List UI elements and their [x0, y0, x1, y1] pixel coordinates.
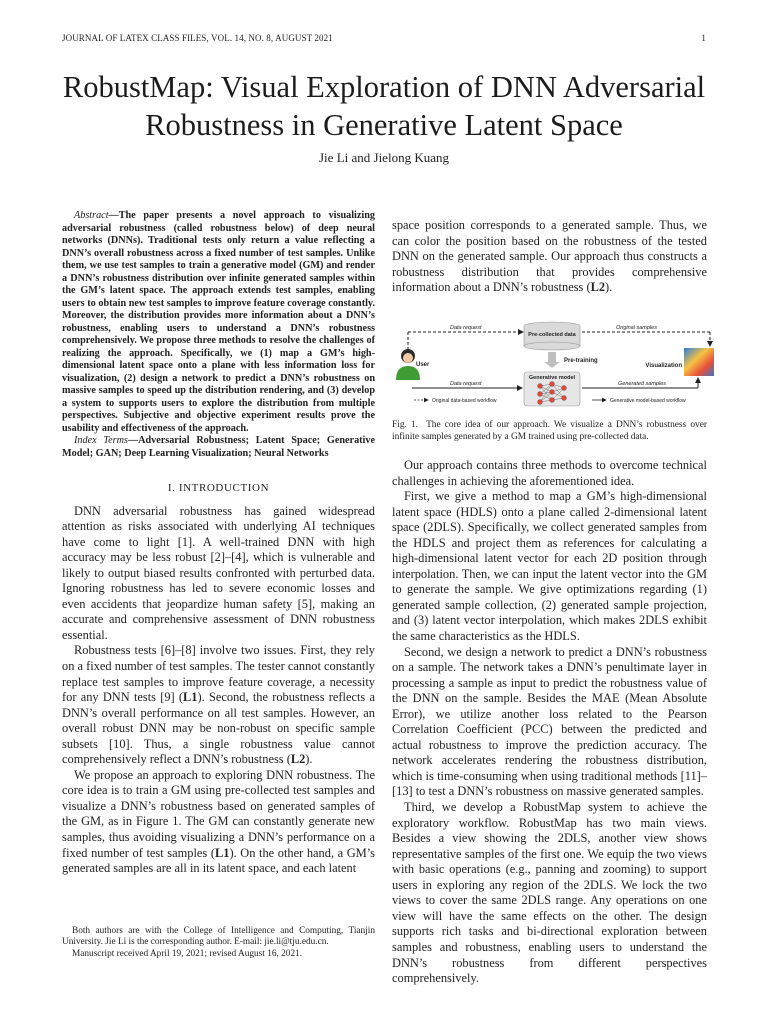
intro-p2-a: Robustness tests [6]–[8] involve two issues. First, they rely on a fixed number of test samples. The tester cannot constantly replace test samples to improve feature coverage, a necessity for any DNN tests [9] ( [62, 643, 375, 705]
authors: Jie Li and Jielong Kuang [319, 150, 449, 165]
section-number: I. [167, 482, 176, 494]
right-paragraph-3: Second, we design a network to predict a DNN’s robustness on a sample. The network takes a DNN’s penultimate layer in processing a sample as input to predict the robustness value of the DNN on the sample. Besides the MAE (Mean Absolute Error), we utilize another loss related to the Pearson Correlation Coefficient (PCC) between the predicted and actual robustness to improve the prediction accuracy. The network accelerates rendering the robustness distribution, which is time-consuming when using traditional methods [11]–[13] to test a DNN’s robustness on massive generated samples. [392, 644, 707, 799]
label-pre-collected: Pre-collected data [528, 332, 576, 338]
right-column-bottom [392, 458, 707, 987]
label-visualization: Visualization [645, 363, 682, 369]
label-generated-samples: Generated samples [618, 381, 666, 387]
label-data-request-bottom: Data request [450, 381, 482, 387]
section-title: INTRODUCTION [178, 482, 270, 494]
footnote [62, 926, 375, 960]
journal-line: JOURNAL OF LATEX CLASS FILES, VOL. 14, NO. 8, AUGUST 2021 [62, 33, 333, 43]
intro-p3-b: ). On the other hand, a GM’s generated samples are all in its latent space, and each latent [62, 845, 376, 876]
left-column [62, 210, 375, 877]
right-paragraph-0 [392, 218, 707, 296]
visualization-thumbnail [684, 348, 714, 376]
caption-text: The core idea of our approach. We visualize a DNN’s robustness over infinite samples generated by a GM trained using pre-collected data. [392, 420, 707, 442]
abstract [62, 210, 375, 435]
right-p0-a: space position corresponds to a generated sample. Thus, we can color the position based on the robustness of the tested DNN on the generated sample. Our approach thus constructs a robustness distribution that provides comprehensive information about a DNN’s robustness ( [392, 218, 707, 295]
right-p0-b: ). [605, 280, 613, 295]
abstract-text: —The paper presents a novel approach to visualizing adversarial robustness (called robustness below) of deep neural networks (DNNs). Traditional tests only return a value reflecting a DNN’s overall robustness across a fixed number of test samples. Unlike them, we use test samples to train a generative model (GM) and render a DNN’s robustness distribution over infinite generated samples within the GM’s latent space. The approach extends test samples, enabling users to obtain new test samples to improve feature coverage constantly. Moreover, the distribution provides more information about a DNN’s robustness, enabling users to understand a DNN’s robustness comprehensively. We propose three methods to resolve the challenges of realizing the approach. Specifically, we (1) map a GM’s high-dimensional latent space onto a plane with less information loss for visualization, (2) design a network to predict a DNN’s robustness on massive samples to speed up the distribution rendering, and (3) develop a system to supports users to explore the distribution from multiple perspectives. Subjective and objective experiment results prove the usability and effectiveness of the approach. [62, 210, 375, 434]
intro-p2-b: ). Second, the robustness reflects a DNN’s overall performance on all test samples. However, an overall robust DNN may be non-robust on specific sample subsets [10]. Thus, a single robustness value cannot comprehensively reflect a DNN’s robustness ( [62, 690, 375, 767]
page-number: 1 [701, 33, 706, 43]
legend-generative: Generative model-based workflow [610, 398, 686, 404]
right-paragraph-4: Third, we develop a RobustMap system to achieve the exploratory workflow. RobustMap has two main views. Besides a view showing the 2DLS, another view shows representative samples of the first one. We equip the two views with basic operations (e.g., panning and zooming) to support users in exploring any region of the 2DLS. We lock the two views to cover the same 2DLS range. Any operations on one view will have the same effects on the other. The design supports rich tasks and bi-directional exploration between samples and robustness, enabling users to understand the DNN’s robustness from different perspectives comprehensively. [392, 800, 707, 986]
abstract-label: Abstract [74, 210, 109, 221]
label-pre-training: Pre-training [564, 358, 598, 364]
intro-paragraph-1: DNN adversarial robustness has gained widespread attention as risks associated with underlying AI techniques have come to light [1]. A well-trained DNN with high accuracy may be less robust [2]–[4], which is vulnerable and likely to output biased results confronted with perturbed data. Ignoring robustness has led to severe economic losses and even accidents that jeopardize human safety [5], making an accurate and comprehensive assessment of DNN robustness essential. [62, 503, 375, 642]
footnote-manuscript: Manuscript received April 19, 2021; revised August 16, 2021. [72, 948, 303, 959]
right-column-top [392, 218, 707, 296]
running-header [62, 33, 706, 43]
legend-original: Original data-based workflow [432, 398, 497, 404]
label-original-samples: Original samples [616, 325, 657, 331]
figure-caption [392, 420, 707, 443]
pre-training-arrow [544, 352, 560, 368]
intro-p3-a: We propose an approach to exploring DNN robustness. The core idea is to train a GM using pre-collected test samples and visualize a DNN’s robustness based on generated samples of the GM, as in Figure 1. The GM can constantly generate new samples, thus avoiding visualizing a DNN’s performance on a fixed number of test samples ( [62, 767, 375, 860]
ref-l2-right: L2 [590, 280, 606, 295]
ref-l2: L2 [290, 752, 306, 767]
index-terms [62, 435, 375, 460]
intro-paragraph-2 [62, 643, 375, 767]
right-paragraph-2: First, we give a method to map a GM’s high-dimensional latent space (HDLS) onto a plane called 2-dimensional latent space (2DLS). Specifically, we collect generated samples from the HDLS and project them as references for calculating a high-dimensional latent vector for each 2D position through interpolation. Then, we can input the latent vector into the GM to generate the sample. We give optimizations regarding (1) generated sample collection, (2) generated sample projection, and (3) latent vector interpolation, which makes 2DLS exhibit the same characteristics as the HDLS. [392, 489, 707, 644]
intro-paragraph-3 [62, 768, 375, 877]
paper-title [40, 68, 728, 144]
caption-label: Fig. 1. [392, 420, 418, 430]
ref-l1: L1 [183, 690, 198, 705]
intro-p2-c: ). [305, 752, 313, 767]
figure-1-diagram [392, 318, 722, 414]
title-line-1: RobustMap: Visual Exploration of DNN Adversarial [62, 70, 706, 104]
footnote-affiliation: Both authors are with the College of Intelligence and Computing, Tianjin University. Jie Li is the corresponding author. E-mail: jie.li@tju.edu.cn. [62, 926, 375, 948]
ref-l1-second: L1 [214, 845, 230, 860]
title-line-2: Robustness in Generative Latent Space [145, 108, 623, 142]
right-paragraph-1: Our approach contains three methods to overcome technical challenges in achieving the aforementioned idea. [392, 458, 707, 488]
index-terms-text: —Adversarial Robustness; Latent Space; Generative Model; GAN; Deep Learning Visualization; Neural Networks [62, 435, 375, 459]
label-generative-model: Generative model [528, 375, 576, 381]
label-user: User [416, 362, 430, 368]
section-heading [62, 481, 375, 497]
index-terms-label: Index Terms [74, 435, 128, 446]
label-data-request-top: Data request [450, 325, 482, 331]
